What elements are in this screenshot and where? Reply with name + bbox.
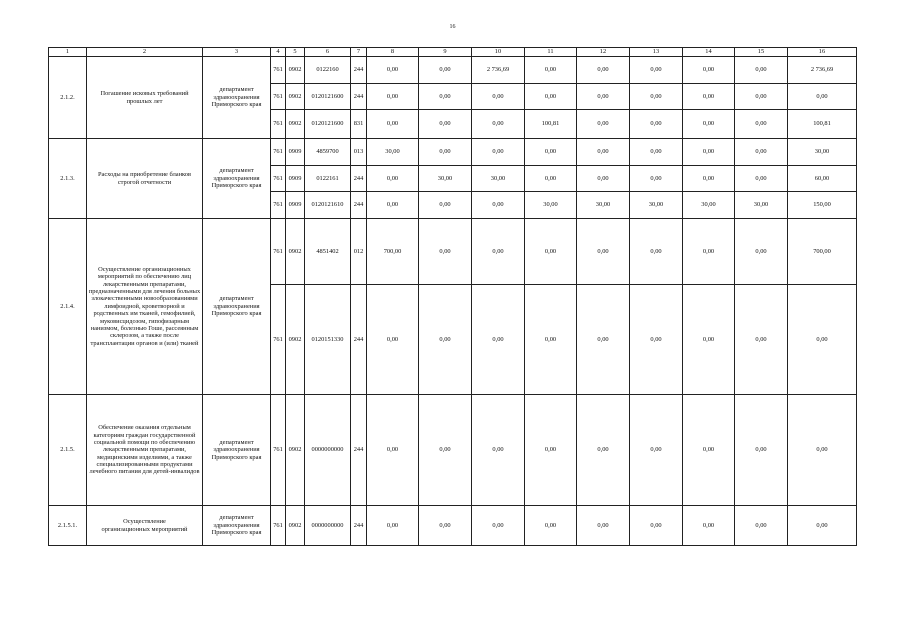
column-header: 16 — [788, 48, 857, 57]
section-code: 0909 — [286, 192, 305, 219]
item-name-text: организационных мероприятий — [101, 525, 188, 533]
target-article-code: 0120121600 — [305, 84, 351, 110]
target-article-code: 0122161 — [305, 166, 351, 192]
year-value: 0,00 — [577, 84, 630, 110]
expense-type-code: 244 — [351, 84, 367, 110]
section-code: 0902 — [286, 285, 305, 395]
year-value: 0,00 — [577, 139, 630, 166]
target-article-code: 0122160 — [305, 57, 351, 84]
expense-type-code: 244 — [351, 506, 367, 546]
year-value: 0,00 — [472, 139, 525, 166]
target-article-code: 0120121610 — [305, 192, 351, 219]
column-header: 15 — [735, 48, 788, 57]
item-name — [87, 506, 203, 546]
year-value: 0,00 — [577, 285, 630, 395]
year-value: 0,00 — [630, 219, 683, 285]
year-value: 0,00 — [683, 139, 735, 166]
total-value: 100,81 — [788, 110, 857, 139]
year-value: 0,00 — [367, 395, 419, 506]
year-value: 0,00 — [630, 166, 683, 192]
total-value: 0,00 — [788, 285, 857, 395]
item-name-heading: Осуществление — [123, 518, 166, 526]
year-value: 0,00 — [367, 57, 419, 84]
year-value: 0,00 — [525, 84, 577, 110]
target-article-code: 0000000000 — [305, 395, 351, 506]
table-row — [49, 506, 857, 546]
item-name — [87, 219, 203, 395]
ministry-code: 761 — [271, 219, 286, 285]
year-value: 700,00 — [367, 219, 419, 285]
year-value: 0,00 — [419, 192, 472, 219]
year-value: 0,00 — [630, 506, 683, 546]
year-value: 0,00 — [472, 84, 525, 110]
section-code: 0902 — [286, 110, 305, 139]
year-value: 0,00 — [525, 506, 577, 546]
item-number: 2.1.4. — [49, 219, 87, 395]
target-article-code: 4859700 — [305, 139, 351, 166]
year-value: 2 736,69 — [472, 57, 525, 84]
year-value: 0,00 — [367, 506, 419, 546]
column-header: 2 — [87, 48, 203, 57]
expense-type-code: 244 — [351, 57, 367, 84]
target-article-code: 0120151330 — [305, 285, 351, 395]
item-name-text: Расходы на приобретение бланков строгой отчетности — [97, 171, 192, 186]
ministry-code: 761 — [271, 285, 286, 395]
section-code: 0909 — [286, 166, 305, 192]
target-article-code: 4851402 — [305, 219, 351, 285]
column-header: 3 — [203, 48, 271, 57]
year-value: 0,00 — [630, 395, 683, 506]
year-value: 0,00 — [630, 110, 683, 139]
year-value: 0,00 — [683, 285, 735, 395]
column-header: 9 — [419, 48, 472, 57]
year-value: 0,00 — [735, 57, 788, 84]
year-value: 0,00 — [472, 192, 525, 219]
year-value: 0,00 — [630, 84, 683, 110]
year-value: 30,00 — [577, 192, 630, 219]
item-name-text: Осуществление организационных мероприятий по обеспечению лиц лекарственными препаратами, предназначенными для лечения больных злокачественными новообразованиями лимфоидной, кроветворной и родственных им тканей, гемофилией, муковисцидозом, гипофизарным нанизмом, болезнью Гоше, рассеянным склерозом, а также после трансплантации органов и (или) тканей — [88, 266, 201, 347]
year-value: 0,00 — [367, 285, 419, 395]
column-header: 5 — [286, 48, 305, 57]
item-number: 2.1.5.1. — [49, 506, 87, 546]
year-value: 0,00 — [683, 219, 735, 285]
year-value: 0,00 — [683, 506, 735, 546]
year-value: 0,00 — [472, 110, 525, 139]
total-value: 150,00 — [788, 192, 857, 219]
ministry-code: 761 — [271, 506, 286, 546]
responsible-department: департамент здравоохранения Приморского края — [203, 219, 271, 395]
column-header: 7 — [351, 48, 367, 57]
target-article-code: 0000000000 — [305, 506, 351, 546]
item-name — [87, 57, 203, 139]
column-header: 14 — [683, 48, 735, 57]
column-header: 8 — [367, 48, 419, 57]
year-value: 0,00 — [683, 166, 735, 192]
ministry-code: 761 — [271, 110, 286, 139]
item-number: 2.1.2. — [49, 57, 87, 139]
year-value: 0,00 — [630, 139, 683, 166]
year-value: 100,81 — [525, 110, 577, 139]
year-value: 30,00 — [472, 166, 525, 192]
item-number: 2.1.3. — [49, 139, 87, 219]
year-value: 0,00 — [367, 166, 419, 192]
year-value: 0,00 — [367, 110, 419, 139]
table-row — [49, 57, 857, 84]
ministry-code: 761 — [271, 395, 286, 506]
header-row — [49, 48, 857, 57]
item-name — [87, 395, 203, 506]
total-value: 2 736,69 — [788, 57, 857, 84]
responsible-department: департамент здравоохранения Приморского края — [203, 57, 271, 139]
target-article-code: 0120121600 — [305, 110, 351, 139]
year-value: 0,00 — [419, 57, 472, 84]
total-value: 0,00 — [788, 506, 857, 546]
year-value: 0,00 — [419, 84, 472, 110]
column-header: 13 — [630, 48, 683, 57]
year-value: 0,00 — [683, 110, 735, 139]
column-header: 4 — [271, 48, 286, 57]
responsible-department: департамент здравоохранения Приморского края — [203, 139, 271, 219]
year-value: 0,00 — [683, 84, 735, 110]
year-value: 0,00 — [735, 110, 788, 139]
year-value: 0,00 — [419, 395, 472, 506]
year-value: 0,00 — [577, 57, 630, 84]
section-code: 0902 — [286, 395, 305, 506]
year-value: 0,00 — [683, 395, 735, 506]
year-value: 0,00 — [735, 395, 788, 506]
item-name-text: Погашение исковых требований прошлых лет — [100, 90, 189, 105]
section-code: 0902 — [286, 219, 305, 285]
expense-type-code: 012 — [351, 219, 367, 285]
year-value: 0,00 — [630, 57, 683, 84]
year-value: 0,00 — [472, 285, 525, 395]
column-header: 12 — [577, 48, 630, 57]
year-value: 30,00 — [525, 192, 577, 219]
year-value: 0,00 — [419, 139, 472, 166]
year-value: 0,00 — [577, 166, 630, 192]
expense-type-code: 831 — [351, 110, 367, 139]
year-value: 0,00 — [525, 219, 577, 285]
section-code: 0909 — [286, 139, 305, 166]
ministry-code: 761 — [271, 84, 286, 110]
year-value: 0,00 — [472, 219, 525, 285]
year-value: 0,00 — [735, 84, 788, 110]
item-name-text: Обеспечение оказания отдельным категориям граждан государственной социальной помощи по обеспечению лекарственными препаратами, медицинскими изделиями, а также специализированными продуктами лечебного питания для детей-инвалидов — [89, 424, 200, 476]
item-number: 2.1.5. — [49, 395, 87, 506]
total-value: 60,00 — [788, 166, 857, 192]
page-number: 16 — [449, 24, 456, 30]
responsible-department: департамент здравоохранения Приморского края — [203, 506, 271, 546]
ministry-code: 761 — [271, 139, 286, 166]
year-value: 0,00 — [577, 395, 630, 506]
year-value: 0,00 — [683, 57, 735, 84]
expense-type-code: 244 — [351, 285, 367, 395]
year-value: 30,00 — [419, 166, 472, 192]
total-value: 0,00 — [788, 395, 857, 506]
year-value: 0,00 — [472, 395, 525, 506]
expense-type-code: 244 — [351, 395, 367, 506]
total-value: 30,00 — [788, 139, 857, 166]
year-value: 30,00 — [630, 192, 683, 219]
year-value: 0,00 — [525, 57, 577, 84]
year-value: 0,00 — [577, 506, 630, 546]
column-header: 10 — [472, 48, 525, 57]
year-value: 0,00 — [419, 285, 472, 395]
year-value: 0,00 — [525, 166, 577, 192]
section-code: 0902 — [286, 57, 305, 84]
year-value: 0,00 — [577, 219, 630, 285]
table-row — [49, 219, 857, 285]
table-row — [49, 139, 857, 166]
section-code: 0902 — [286, 84, 305, 110]
year-value: 0,00 — [577, 110, 630, 139]
year-value: 0,00 — [419, 110, 472, 139]
total-value: 700,00 — [788, 219, 857, 285]
section-code: 0902 — [286, 506, 305, 546]
column-header: 1 — [49, 48, 87, 57]
year-value: 0,00 — [735, 219, 788, 285]
table-row — [49, 395, 857, 506]
ministry-code: 761 — [271, 192, 286, 219]
year-value: 0,00 — [735, 166, 788, 192]
year-value: 0,00 — [525, 285, 577, 395]
ministry-code: 761 — [271, 57, 286, 84]
total-value: 0,00 — [788, 84, 857, 110]
expense-type-code: 244 — [351, 192, 367, 219]
year-value: 0,00 — [525, 395, 577, 506]
ministry-code: 761 — [271, 166, 286, 192]
year-value: 0,00 — [735, 506, 788, 546]
expense-type-code: 013 — [351, 139, 367, 166]
column-header: 11 — [525, 48, 577, 57]
year-value: 30,00 — [735, 192, 788, 219]
year-value: 0,00 — [472, 506, 525, 546]
year-value: 30,00 — [683, 192, 735, 219]
year-value: 0,00 — [630, 285, 683, 395]
expense-type-code: 244 — [351, 166, 367, 192]
year-value: 0,00 — [419, 219, 472, 285]
year-value: 0,00 — [367, 84, 419, 110]
year-value: 0,00 — [735, 139, 788, 166]
year-value: 0,00 — [367, 192, 419, 219]
year-value: 30,00 — [367, 139, 419, 166]
responsible-department: департамент здравоохранения Приморского края — [203, 395, 271, 506]
year-value: 0,00 — [735, 285, 788, 395]
column-header: 6 — [305, 48, 351, 57]
year-value: 0,00 — [525, 139, 577, 166]
budget-table — [48, 47, 857, 546]
year-value: 0,00 — [419, 506, 472, 546]
item-name — [87, 139, 203, 219]
